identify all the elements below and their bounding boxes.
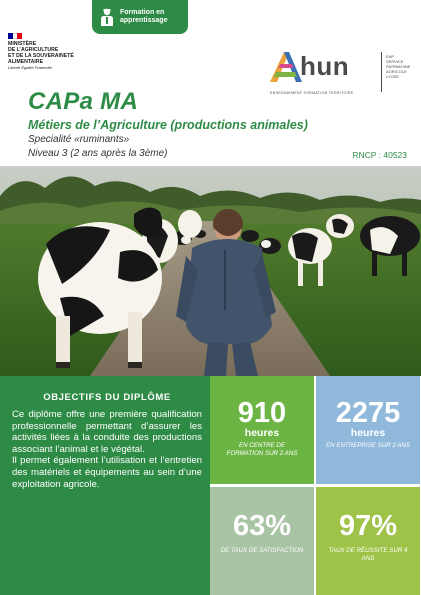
stat-satisfaction	[210, 487, 314, 595]
stat-company-hours	[316, 376, 420, 484]
stat-unit: heures	[350, 427, 386, 439]
apprenticeship-tab	[92, 0, 188, 34]
objectives-paragraph: Ce diplôme offre une première qualification professionnelle permettant d’assurer les activités liées à la conduite des productions associant l’animal et le végétal.	[12, 409, 202, 455]
objectives-paragraph: Il permet également l’utilisation et l’entretien des matériels et équipements au sein d’une exploitation agricole.	[12, 455, 202, 490]
ahun-a-icon	[268, 50, 304, 84]
stat-caption: TAUX DE RÉUSSITE SUR 4 ANS	[328, 547, 408, 562]
rncp-code: RNCP : 40523	[352, 150, 407, 160]
logo-divider	[381, 52, 382, 92]
logo-wordmark: hun	[300, 51, 350, 81]
stat-caption: DE TAUX DE SATISFACTION	[220, 547, 304, 554]
level-text: Niveau 3 (2 ans après la 3ème)	[28, 148, 168, 159]
stat-success-rate	[316, 487, 420, 595]
stat-value: 2275	[335, 397, 401, 429]
header	[0, 0, 421, 166]
page-subtitle: Métiers de l’Agriculture (productions animales)	[28, 118, 308, 132]
logo-side-line: PATRIMOINE	[386, 64, 411, 69]
logo-side-text	[386, 54, 418, 79]
ministry-motto: Liberté Égalité Fraternité	[8, 65, 52, 70]
stat-caption: EN CENTRE DE FORMATION SUR 2 ANS	[226, 442, 298, 457]
stat-value: 910	[237, 397, 287, 429]
stat-caption: EN ENTREPRISE SUR 2 ANS	[326, 442, 411, 449]
ministry-line: ET DE LA SOUVERAINETÉ	[8, 53, 74, 59]
objectives-heading: OBJECTIFS DU DIPLÔME	[43, 392, 171, 403]
farmer-with-cows-photo	[0, 166, 421, 376]
french-flag-icon	[8, 33, 22, 39]
logo-side-line: EAP	[386, 54, 395, 59]
stat-value: 63%	[232, 510, 292, 542]
ministry-line: MINISTÈRE	[8, 41, 37, 47]
objectives-panel	[0, 376, 210, 595]
ahun-logo	[268, 50, 413, 98]
logo-side-line: SERVICE	[386, 59, 404, 64]
ministry-line: ALIMENTAIRE	[8, 59, 44, 65]
specialty-text: Specialité «ruminants»	[28, 134, 130, 145]
stat-training-hours	[210, 376, 314, 484]
logo-side-line: AGRICOLE LYCÉE	[386, 69, 407, 79]
logo-strapline: ENSEIGNEMENT FORMATION TERRITOIRE	[270, 91, 354, 95]
ministry-logo	[8, 33, 88, 70]
ministry-line: DE L’AGRICULTURE	[8, 47, 59, 53]
page-title: CAPa MA	[28, 88, 139, 115]
stat-value: 97%	[338, 510, 398, 542]
apprentice-person-icon	[100, 8, 114, 26]
tab-label: Formation en apprentissage	[120, 9, 168, 24]
stat-unit: heures	[244, 427, 280, 439]
